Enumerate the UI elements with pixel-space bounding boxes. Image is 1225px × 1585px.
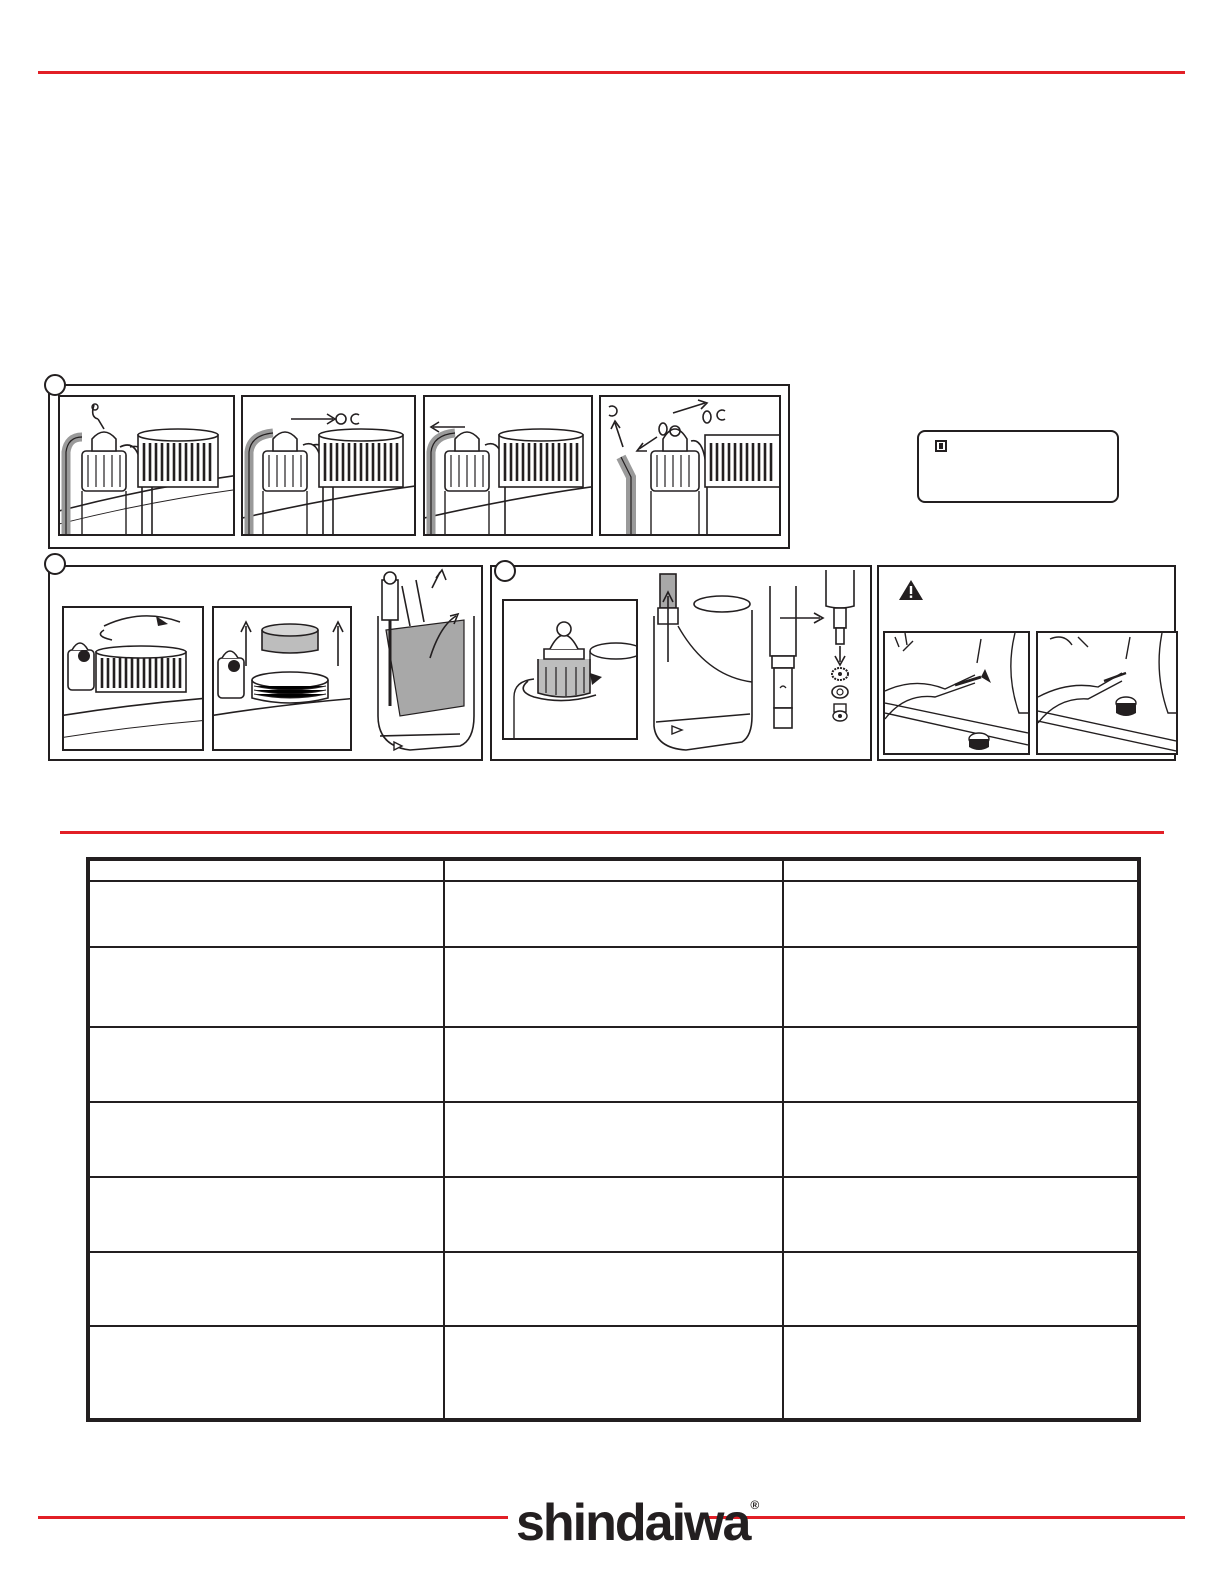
step-2-marker (44, 553, 66, 575)
table-cell (444, 947, 783, 1027)
table-row (88, 1102, 1139, 1177)
table-header-cell (444, 859, 783, 881)
table-cell (783, 1326, 1139, 1420)
table-cell (88, 1027, 444, 1102)
warning-image-2 (1036, 631, 1178, 755)
step-1-image-3 (423, 395, 593, 536)
table-row (88, 881, 1139, 947)
step-1-image-1 (58, 395, 235, 536)
table-cell (88, 1177, 444, 1252)
table-cell (88, 1102, 444, 1177)
table-cell (783, 1177, 1139, 1252)
table-cell (444, 1326, 783, 1420)
brand-logo: shindaiwa® (516, 1494, 758, 1552)
step-3-marker (494, 560, 516, 582)
manual-reference-box (917, 430, 1119, 503)
table-cell (88, 1326, 444, 1420)
table-cell (783, 947, 1139, 1027)
table-cell (88, 947, 444, 1027)
warning-triangle-icon (898, 579, 924, 601)
step-1-image-4 (599, 395, 781, 536)
step-3-image-3 (760, 566, 870, 760)
step-3-image-2 (646, 566, 756, 760)
step-2-image-3 (360, 566, 480, 760)
table-cell (88, 881, 444, 947)
footer-rule-left (38, 1516, 508, 1519)
table-cell (783, 1252, 1139, 1326)
footer-rule-right (704, 1516, 1185, 1519)
table-row (88, 1027, 1139, 1102)
step-2-image-2 (212, 606, 352, 751)
table-row (88, 1252, 1139, 1326)
table-cell (444, 881, 783, 947)
table-cell (444, 1027, 783, 1102)
table-cell (783, 1027, 1139, 1102)
table-cell (444, 1102, 783, 1177)
table-row (88, 1177, 1139, 1252)
warning-image-1 (883, 631, 1030, 755)
table-header-row (88, 859, 1139, 881)
table-cell (88, 1252, 444, 1326)
table-cell (444, 1252, 783, 1326)
section-rule (60, 831, 1164, 834)
table-cell (783, 1102, 1139, 1177)
troubleshooting-table (86, 857, 1141, 1422)
table-header-cell (88, 859, 444, 881)
registered-mark: ® (750, 1498, 758, 1512)
step-1-marker (44, 374, 66, 396)
table-header-cell (783, 859, 1139, 881)
header-rule (38, 71, 1185, 74)
table-row (88, 947, 1139, 1027)
book-icon (935, 440, 947, 452)
step-3-image-1 (502, 599, 638, 740)
step-2-image-1 (62, 606, 204, 751)
table-cell (783, 881, 1139, 947)
step-1-image-2 (241, 395, 416, 536)
table-row (88, 1326, 1139, 1420)
table-cell (444, 1177, 783, 1252)
